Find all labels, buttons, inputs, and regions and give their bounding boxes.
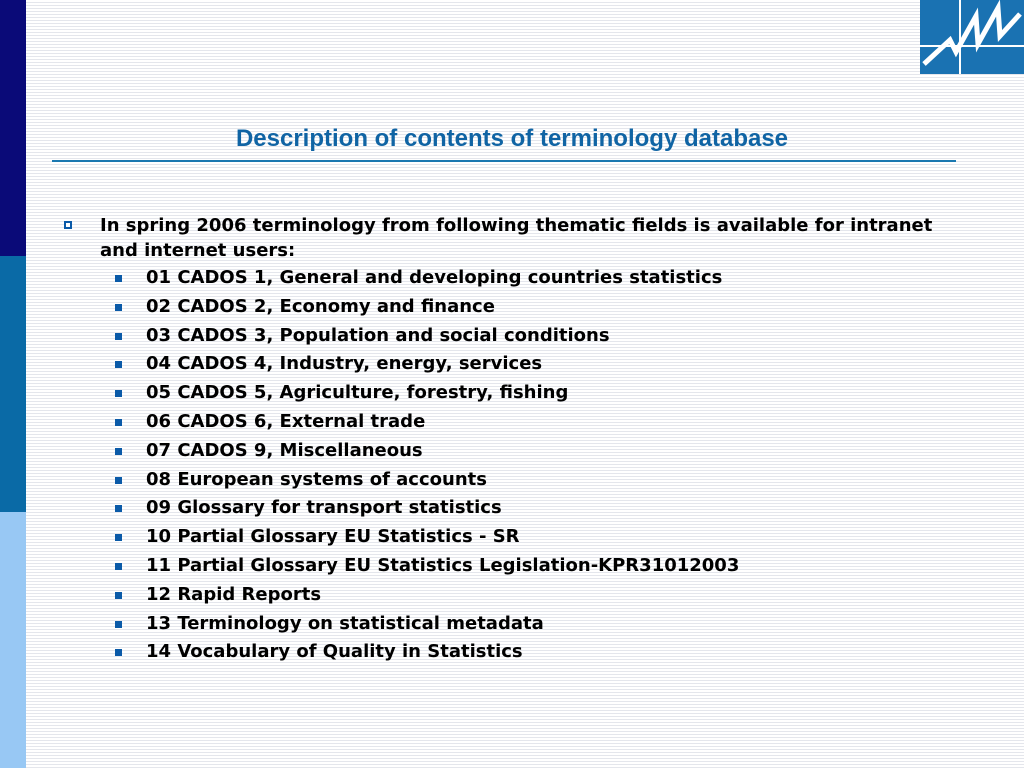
list-item [110, 638, 739, 667]
list-item [110, 293, 739, 322]
thematic-fields-list [110, 264, 739, 667]
square-bullet-icon [115, 333, 122, 340]
list-item-label: 09 Glossary for transport statistics [146, 497, 502, 519]
list-item-label: 08 European systems of accounts [146, 468, 487, 490]
intro-text: In spring 2006 terminology from following thematic fields is available for intranet and internet users: [100, 215, 933, 261]
list-item [110, 466, 739, 495]
list-item-label: 11 Partial Glossary EU Statistics Legislation-KPR31012003 [146, 554, 740, 576]
list-item [110, 581, 739, 610]
list-item-label: 14 Vocabulary of Quality in Statistics [146, 641, 523, 663]
list-item-label: 13 Terminology on statistical metadata [146, 612, 544, 634]
square-bullet-icon [115, 477, 122, 484]
list-item-label: 03 CADOS 3, Population and social conditions [146, 324, 610, 346]
list-item [110, 610, 739, 639]
list-item-label: 10 Partial Glossary EU Statistics - SR [146, 526, 520, 548]
square-bullet-icon [115, 621, 122, 628]
list-item-label: 01 CADOS 1, General and developing countries statistics [146, 267, 723, 288]
square-bullet-icon [115, 448, 122, 455]
square-bullet-icon [115, 275, 122, 282]
list-item-label: 06 CADOS 6, External trade [146, 410, 426, 432]
list-item [110, 437, 739, 466]
square-bullet-icon [115, 419, 122, 426]
square-bullet-icon [115, 361, 122, 368]
list-item [110, 408, 739, 437]
list-item-label: 12 Rapid Reports [146, 583, 322, 605]
square-bullet-icon [115, 563, 122, 570]
square-bullet-icon [115, 505, 122, 512]
list-item [110, 552, 739, 581]
square-bullet-icon [115, 534, 122, 541]
list-item [110, 379, 739, 408]
list-item-label: 05 CADOS 5, Agriculture, forestry, fishing [146, 382, 569, 404]
square-bullet-icon [115, 649, 122, 656]
list-item-label: 02 CADOS 2, Economy and finance [146, 295, 495, 317]
square-bullet-icon [115, 304, 122, 311]
square-bullet-icon [115, 592, 122, 599]
list-item [110, 350, 739, 379]
slide-title: Description of contents of terminology database [235, 125, 789, 152]
hollow-square-bullet-icon [64, 221, 72, 229]
list-item [110, 264, 739, 293]
list-item [110, 322, 739, 351]
list-item-label: 07 CADOS 9, Miscellaneous [146, 439, 423, 461]
square-bullet-icon [115, 390, 122, 397]
list-item [110, 523, 739, 552]
list-item [110, 494, 739, 523]
list-item-label: 04 CADOS 4, Industry, energy, services [146, 353, 543, 375]
